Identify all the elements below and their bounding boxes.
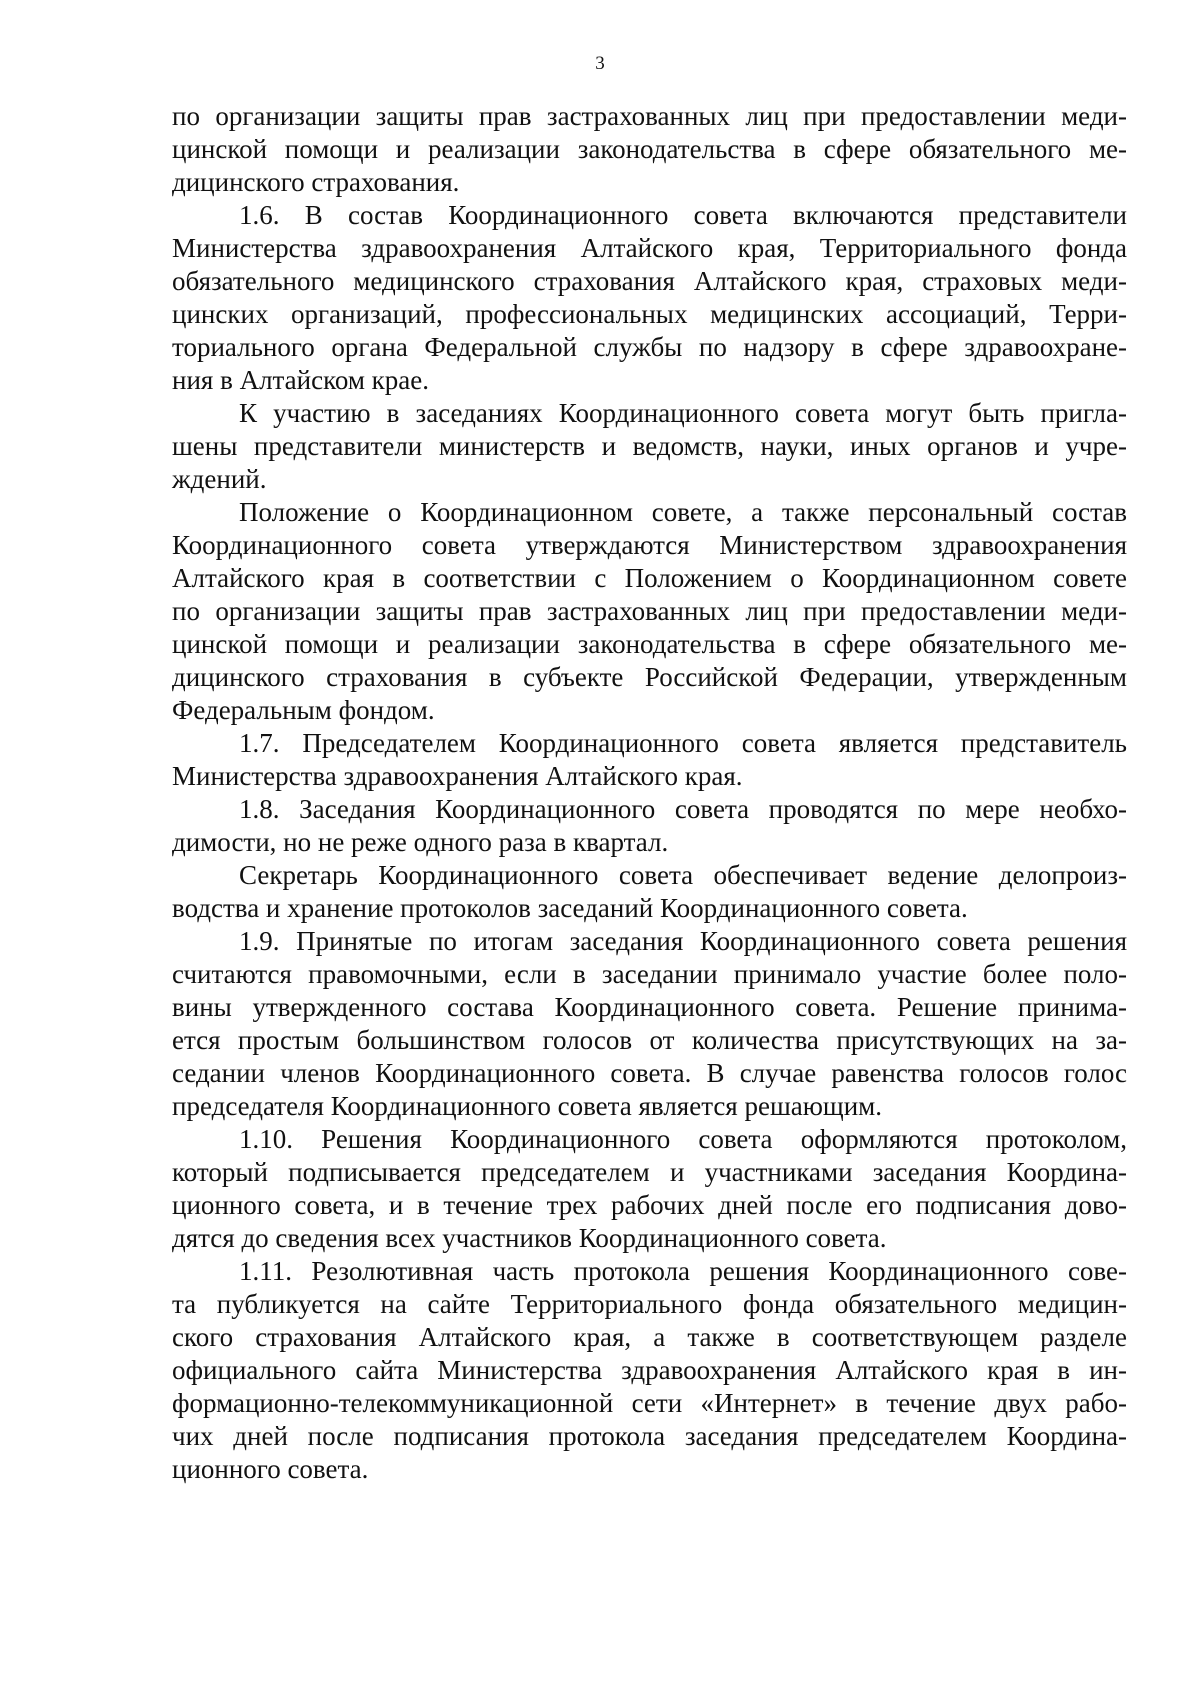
text-line: К участию в заседаниях Координационного совета могут быть пригла-: [239, 398, 1127, 428]
text-line: считаются правомочными, если в заседании принимало участие более поло-: [172, 959, 1127, 989]
text-line: та публикуется на сайте Территориального фонда обязательного медицин-: [172, 1289, 1127, 1319]
paragraph-regulation: [172, 496, 1127, 727]
text-line: по организации защиты прав застрахованных лиц при предоставлении меди-: [172, 101, 1127, 131]
text-line: который подписывается председателем и участниками заседания Координа-: [172, 1157, 1127, 1187]
text-line: дицинского страхования.: [172, 167, 460, 197]
paragraph-secretary: [172, 859, 1127, 925]
text-line: 1.6. В состав Координационного совета включаются представители: [239, 200, 1127, 230]
text-line: Министерства здравоохранения Алтайского края.: [172, 761, 743, 791]
paragraph-1-7: [172, 727, 1127, 793]
text-line: водства и хранение протоколов заседаний Координационного совета.: [172, 893, 968, 923]
paragraph-1-8: [172, 793, 1127, 859]
text-line: 1.10. Решения Координационного совета оформляются протоколом,: [239, 1124, 1127, 1154]
text-line: шены представители министерств и ведомств, науки, иных органов и учре-: [172, 431, 1127, 461]
text-line: Министерства здравоохранения Алтайского края, Территориального фонда: [172, 233, 1127, 263]
text-line: Координационного совета утверждаются Министерством здравоохранения: [172, 530, 1127, 560]
text-line: Положение о Координационном совете, а также персональный состав: [239, 497, 1127, 527]
text-line: седании членов Координационного совета. В случае равенства голосов голос: [172, 1058, 1127, 1088]
text-line: 1.11. Резолютивная часть протокола решения Координационного сове-: [239, 1256, 1127, 1286]
text-line: Алтайского края в соответствии с Положением о Координационном совете: [172, 563, 1127, 593]
text-line: димости, но не реже одного раза в квартал.: [172, 827, 669, 857]
paragraph-1-6: [172, 199, 1127, 397]
text-line: чих дней после подписания протокола заседания председателем Координа-: [172, 1421, 1127, 1451]
text-line: 1.8. Заседания Координационного совета проводятся по мере необхо-: [239, 794, 1127, 824]
page-number: 3: [595, 53, 605, 74]
text-line: вины утвержденного состава Координационного совета. Решение принима-: [172, 992, 1127, 1022]
paragraph-1-11: [172, 1255, 1127, 1486]
paragraph-intro: [172, 100, 1127, 199]
text-line: цинских организаций, профессиональных медицинских ассоциаций, Терри-: [172, 299, 1127, 329]
paragraph-1-10: [172, 1123, 1127, 1255]
paragraph-1-9: [172, 925, 1127, 1123]
text-line: обязательного медицинского страхования Алтайского края, страховых меди-: [172, 266, 1127, 296]
text-line: формационно-телекоммуникационной сети «Интернет» в течение двух рабо-: [172, 1388, 1127, 1418]
text-line: ния в Алтайском крае.: [172, 365, 429, 395]
text-line: Секретарь Координационного совета обеспечивает ведение делопроиз-: [239, 860, 1127, 890]
text-line: по организации защиты прав застрахованных лиц при предоставлении меди-: [172, 596, 1127, 626]
text-line: ется простым большинством голосов от количества присутствующих на за-: [172, 1025, 1127, 1055]
text-line: цинской помощи и реализации законодательства в сфере обязательного ме-: [172, 134, 1127, 164]
text-line: ториального органа Федеральной службы по надзору в сфере здравоохране-: [172, 332, 1127, 362]
document-body: [172, 100, 1127, 1486]
text-line: ского страхования Алтайского края, а также в соответствующем разделе: [172, 1322, 1127, 1352]
text-line: Федеральным фондом.: [172, 695, 435, 725]
text-line: ждений.: [172, 464, 267, 494]
text-line: ционного совета.: [172, 1454, 369, 1484]
text-line: официального сайта Министерства здравоохранения Алтайского края в ин-: [172, 1355, 1127, 1385]
text-line: ционного совета, и в течение трех рабочих дней после его подписания дово-: [172, 1190, 1127, 1220]
text-line: дятся до сведения всех участников Координационного совета.: [172, 1223, 887, 1253]
text-line: дицинского страхования в субъекте Российской Федерации, утвержденным: [172, 662, 1127, 692]
text-line: 1.9. Принятые по итогам заседания Координационного совета решения: [239, 926, 1127, 956]
text-line: 1.7. Председателем Координационного совета является представитель: [239, 728, 1127, 758]
text-line: председателя Координационного совета является решающим.: [172, 1091, 882, 1121]
paragraph-participation: [172, 397, 1127, 496]
text-line: цинской помощи и реализации законодательства в сфере обязательного ме-: [172, 629, 1127, 659]
